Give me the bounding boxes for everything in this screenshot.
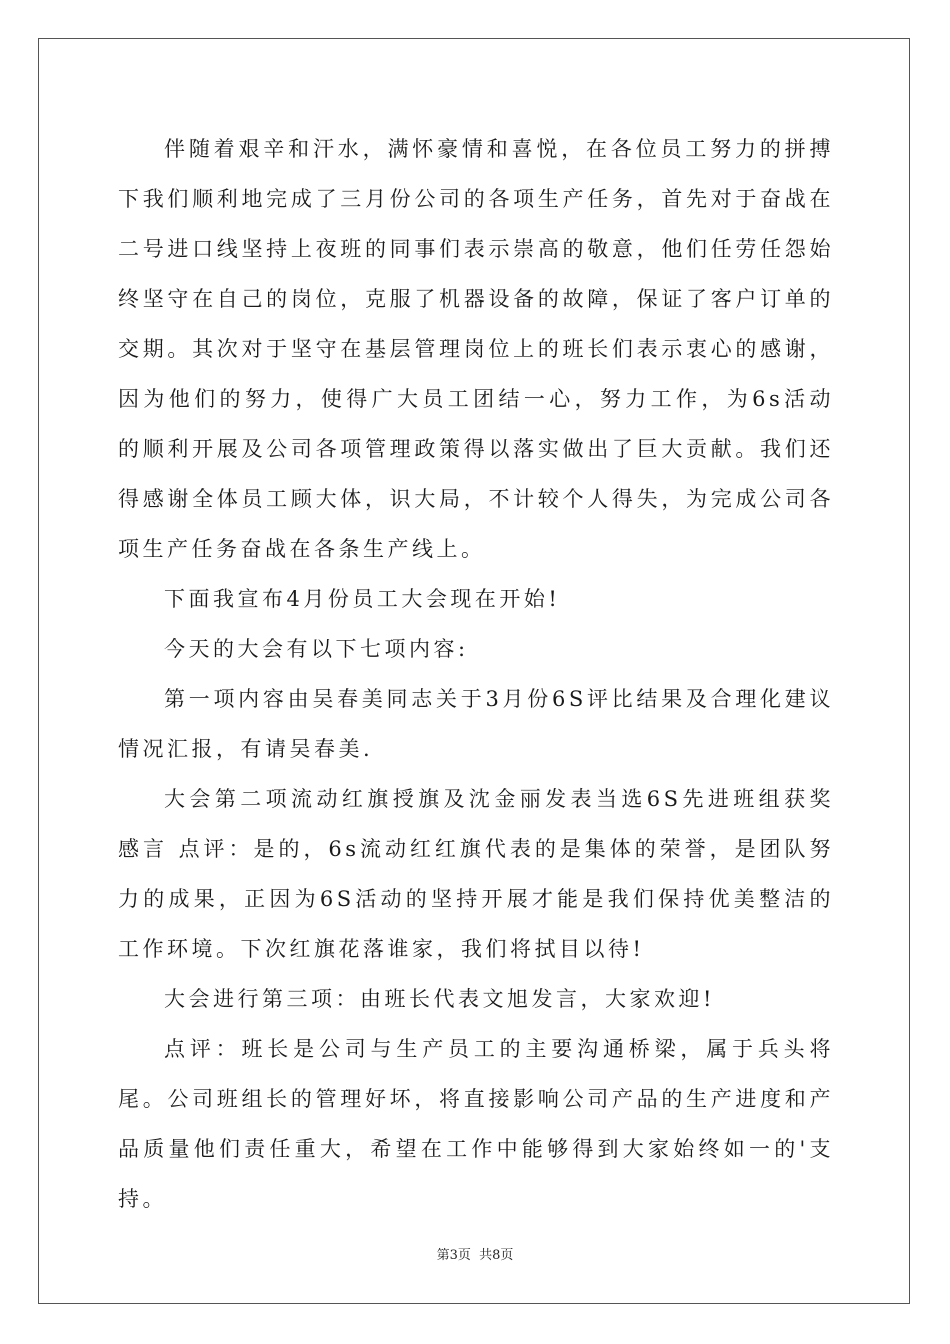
paragraph-announcement: 下面我宣布4月份员工大会现在开始! <box>164 587 561 611</box>
paragraph-agenda-intro: 今天的大会有以下七项内容: <box>164 637 469 661</box>
page-number: 第3页 <box>436 1248 471 1263</box>
paragraph-item-one: 第一项内容由吴春美同志关于3月份6S评比结果及合理化建议情况汇报，有请吴春美. <box>118 687 834 761</box>
page-footer <box>0 1244 950 1263</box>
paragraph-item-two: 大会第二项流动红旗授旗及沈金丽发表当选6S先进班组获奖感言 点评：是的，6s流动红红旗代表的是集体的荣誉，是团队努力的成果，正因为6S活动的坚持开展才能是我们保持优美整洁的工作环境。下次红旗花落谁家，我们将拭目以待! <box>118 787 834 961</box>
paragraph-item-three: 大会进行第三项：由班长代表文旭发言，大家欢迎! <box>164 987 715 1011</box>
paragraph-opening: 伴随着艰辛和汗水，满怀豪情和喜悦，在各位员工努力的拼搏下我们顺利地完成了三月份公司的各项生产任务，首先对于奋战在二号进口线坚持上夜班的同事们表示崇高的敬意，他们任劳任怨始终坚守在自己的岗位，克服了机器设备的故障，保证了客户订单的交期。其次对于坚守在基层管理岗位上的班长们表示衷心的感谢，因为他们的努力，使得广大员工团结一心，努力工作，为6s活动的顺利开展及公司各项管理政策得以落实做出了巨大贡献。我们还得感谢全体员工顾大体，识大局，不计较个人得失，为完成公司各项生产任务奋战在各条生产线上。 <box>118 137 834 561</box>
page-total: 共8页 <box>479 1248 514 1263</box>
document-body <box>118 124 834 1224</box>
paragraph-comment: 点评：班长是公司与生产员工的主要沟通桥梁，属于兵头将尾。公司班组长的管理好坏，将直接影响公司产品的生产进度和产品质量他们责任重大，希望在工作中能够得到大家始终如一的'支持。 <box>118 1037 834 1211</box>
